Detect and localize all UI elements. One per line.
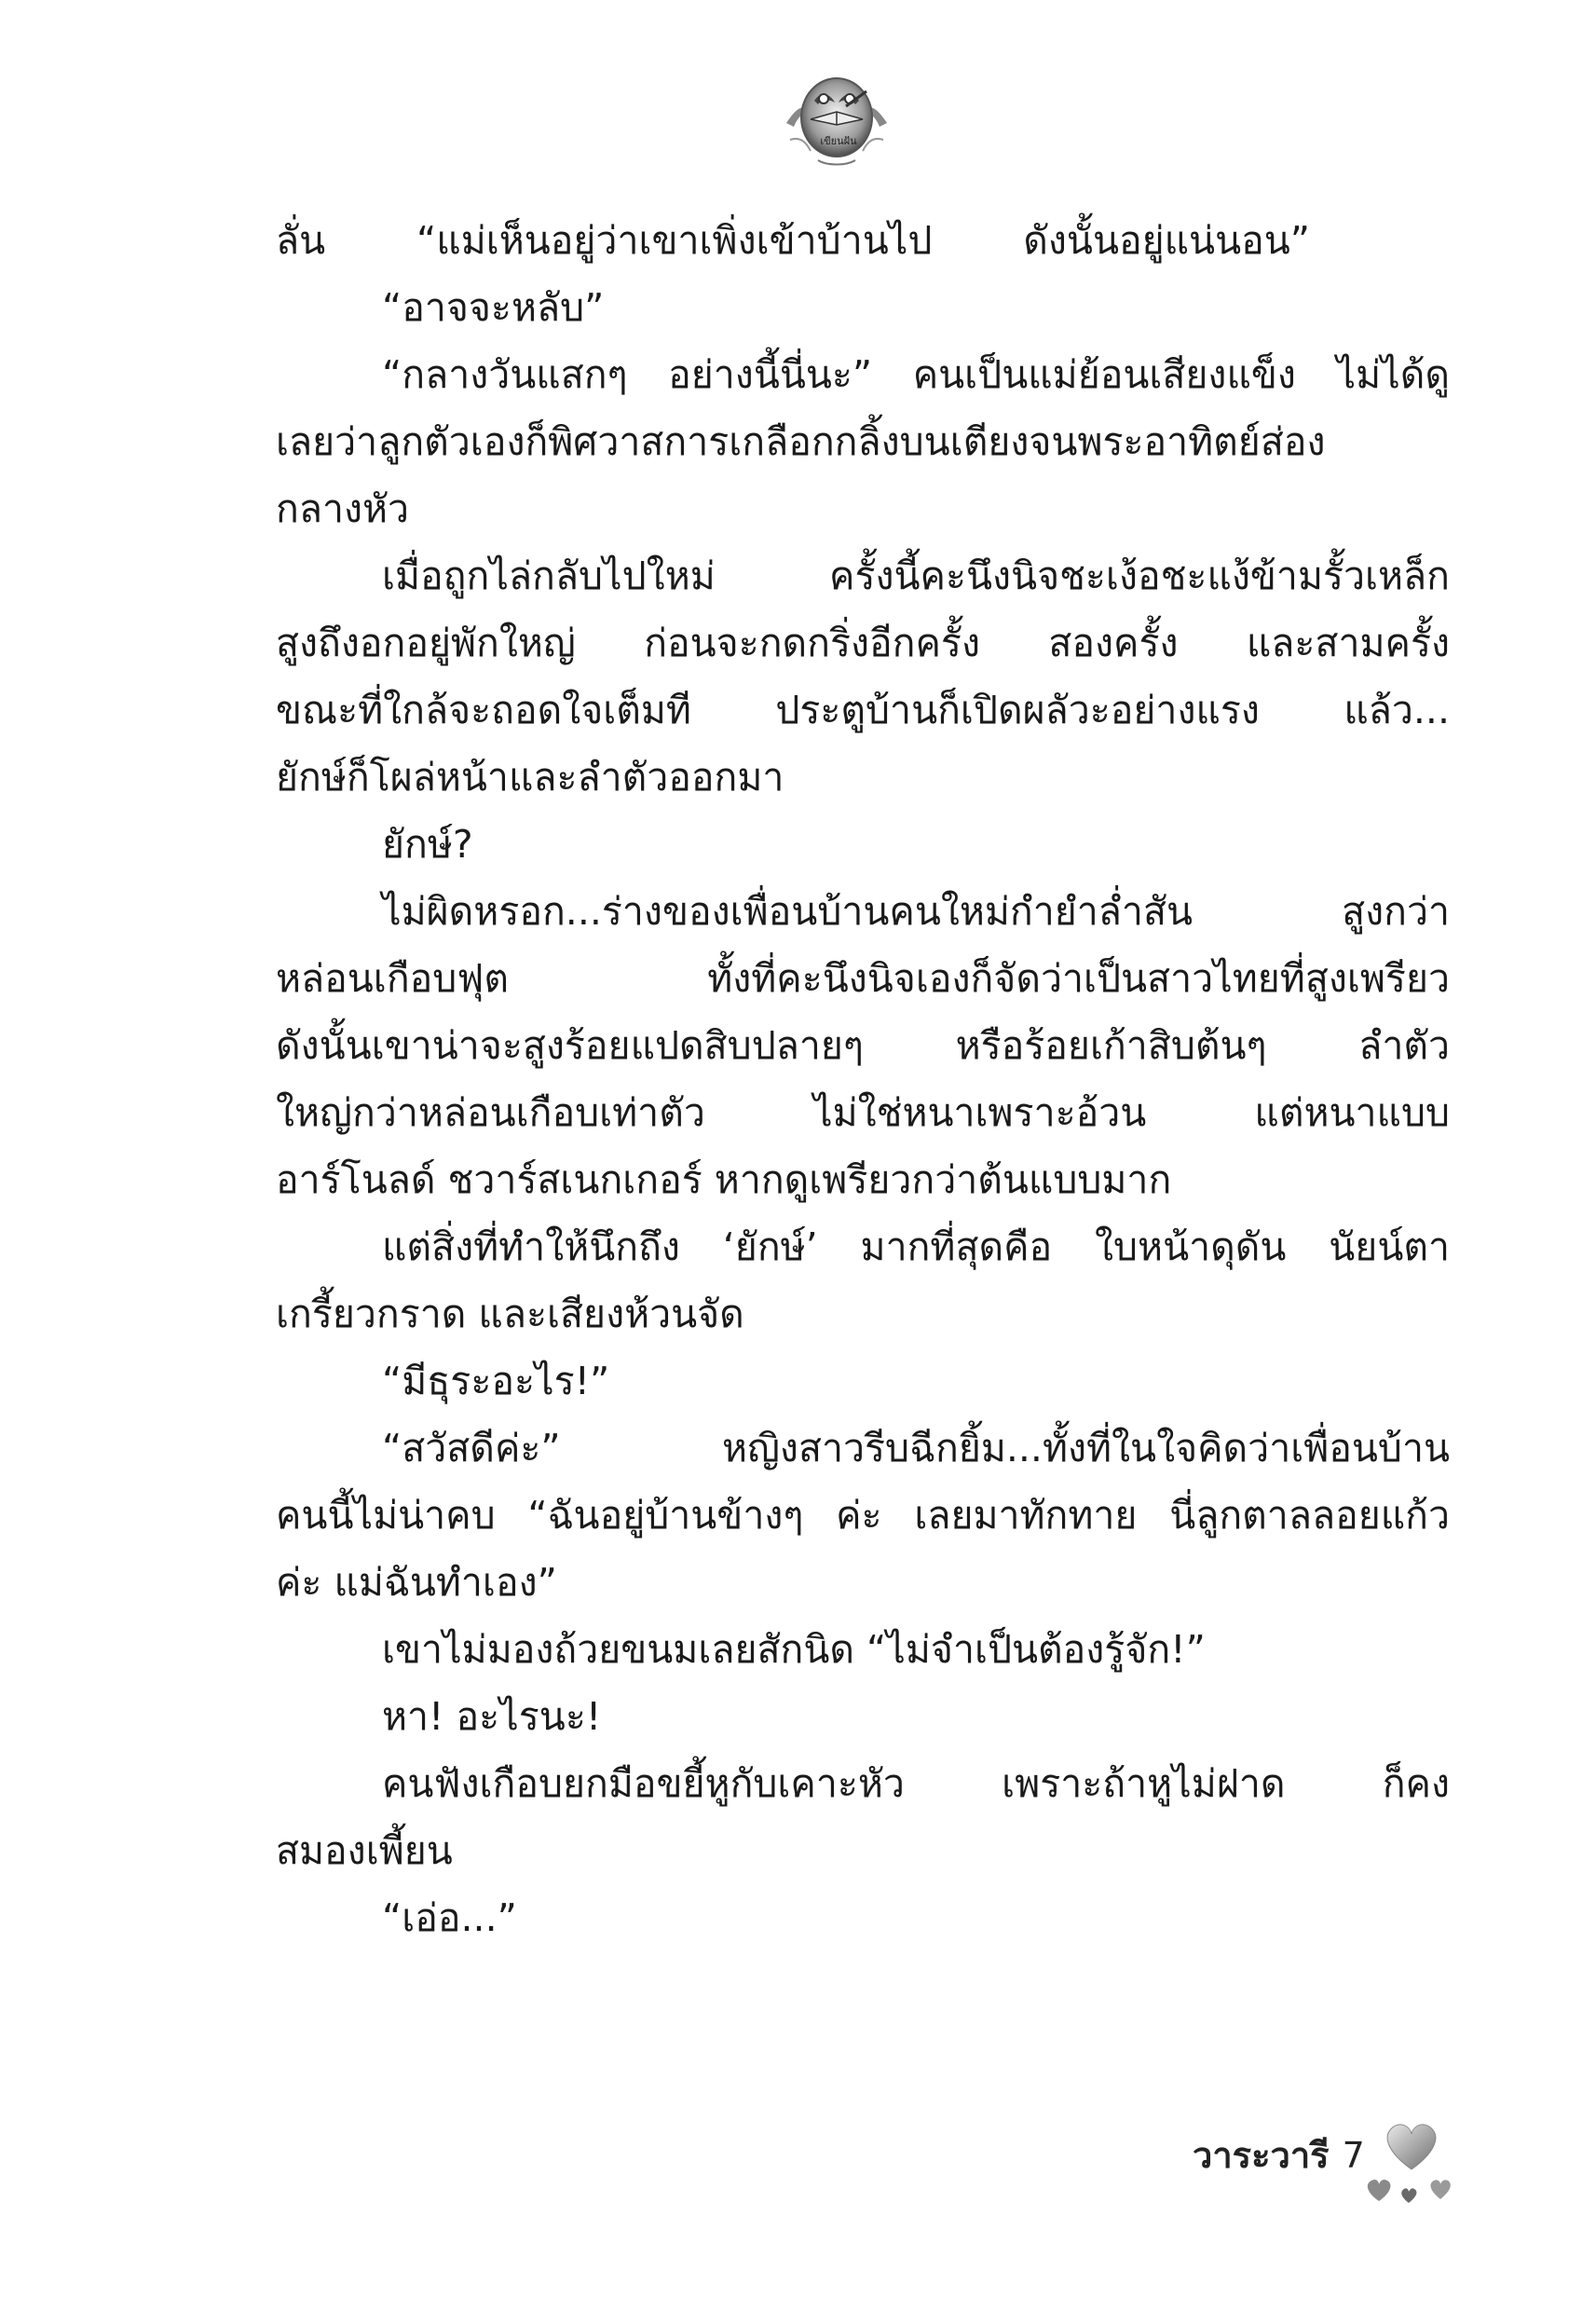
page-footer [1193,2126,1365,2182]
book-title: วาระวารี [1193,2135,1330,2176]
text-line: “มีธุระอะไร!” [382,1359,610,1403]
text-line: ค่ะ แม่ฉันทำเอง” [276,1560,557,1605]
hearts-ornament-icon [1360,2115,1463,2208]
text-line: ลั่น “แม่เห็นอยู่ว่าเขาเพิ่งเข้าบ้านไป ดังนั้นอยู่แน่นอน” [276,218,1310,263]
book-ornament-logo [781,58,893,170]
text-line: ยักษ์? [382,822,473,867]
text-line: เมื่อถูกไล่กลับไปใหม่ ครั้งนี้คะนึงนิจชะเง้อชะแง้ข้ามรั้วเหล็ก [382,554,1450,598]
text-line: “สวัสดีค่ะ” หญิงสาวรีบฉีกยิ้ม...ทั้งที่ในใจคิดว่าเพื่อนบ้าน [382,1426,1450,1470]
text-line: หล่อนเกือบฟุต ทั้งที่คะนึงนิจเองก็จัดว่าเป็นสาวไทยที่สูงเพรียว [276,956,1450,1001]
text-line: คนฟังเกือบยกมือขยี้หูกับเคาะหัว เพราะถ้าหูไม่ฝาด ก็คง [382,1761,1450,1806]
text-line: สูงถึงอกอยู่พักใหญ่ ก่อนจะกดกริ่งอีกครั้ง สองครั้ง และสามครั้ง [276,621,1450,665]
text-line: ยักษ์ก็โผล่หน้าและลำตัวออกมา [276,755,784,800]
text-line: คนนี้ไม่น่าคบ “ฉันอยู่บ้านข้างๆ ค่ะ เลยมาทักทาย นี่ลูกตาลลอยแก้ว [276,1493,1450,1538]
text-line: ใหญ่กว่าหล่อนเกือบเท่าตัว ไม่ใช่หนาเพราะอ้วน แต่หนาแบบ [276,1090,1450,1135]
logo-text: เขียนฝัน [820,135,857,147]
text-line: ขณะที่ใกล้จะถอดใจเต็มที ประตูบ้านก็เปิดผลัวะอย่างแรง แล้ว... [276,688,1450,732]
text-line: สมองเพี้ยน [276,1828,453,1873]
text-line: เขาไม่มองถ้วยขนมเลยสักนิด “ไม่จำเป็นต้องรู้จัก!” [382,1627,1206,1672]
text-line: กลางหัว [276,486,410,531]
text-line: “กลางวันแสกๆ อย่างนี้นี่นะ” คนเป็นแม่ย้อนเสียงแข็ง ไม่ได้ดู [382,352,1450,397]
text-line: อาร์โนลด์ ชวาร์สเนกเกอร์ หากดูเพรียวกว่าต้นแบบมาก [276,1157,1172,1202]
text-line: ไม่ผิดหรอก...ร่างของเพื่อนบ้านคนใหม่กำยำล่ำสัน สูงกว่า [382,889,1450,934]
text-line: แต่สิ่งที่ทำให้นึกถึง ‘ยักษ์’ มากที่สุดคือ ใบหน้าดุดัน นัยน์ตา [382,1224,1450,1269]
page-number: 7 [1342,2135,1365,2176]
text-line: ดังนั้นเขาน่าจะสูงร้อยแปดสิบปลายๆ หรือร้อยเก้าสิบต้นๆ ลำตัว [276,1023,1450,1068]
text-line: หา! อะไรนะ! [382,1694,602,1739]
text-line: เลยว่าลูกตัวเองก็พิศวาสการเกลือกกลิ้งบนเตียงจนพระอาทิตย์ส่อง [276,419,1326,464]
text-line: “เอ่อ...” [382,1895,517,1940]
text-line: เกรี้ยวกราด และเสียงห้วนจัด [276,1292,744,1336]
text-line: “อาจจะหลับ” [382,285,605,330]
